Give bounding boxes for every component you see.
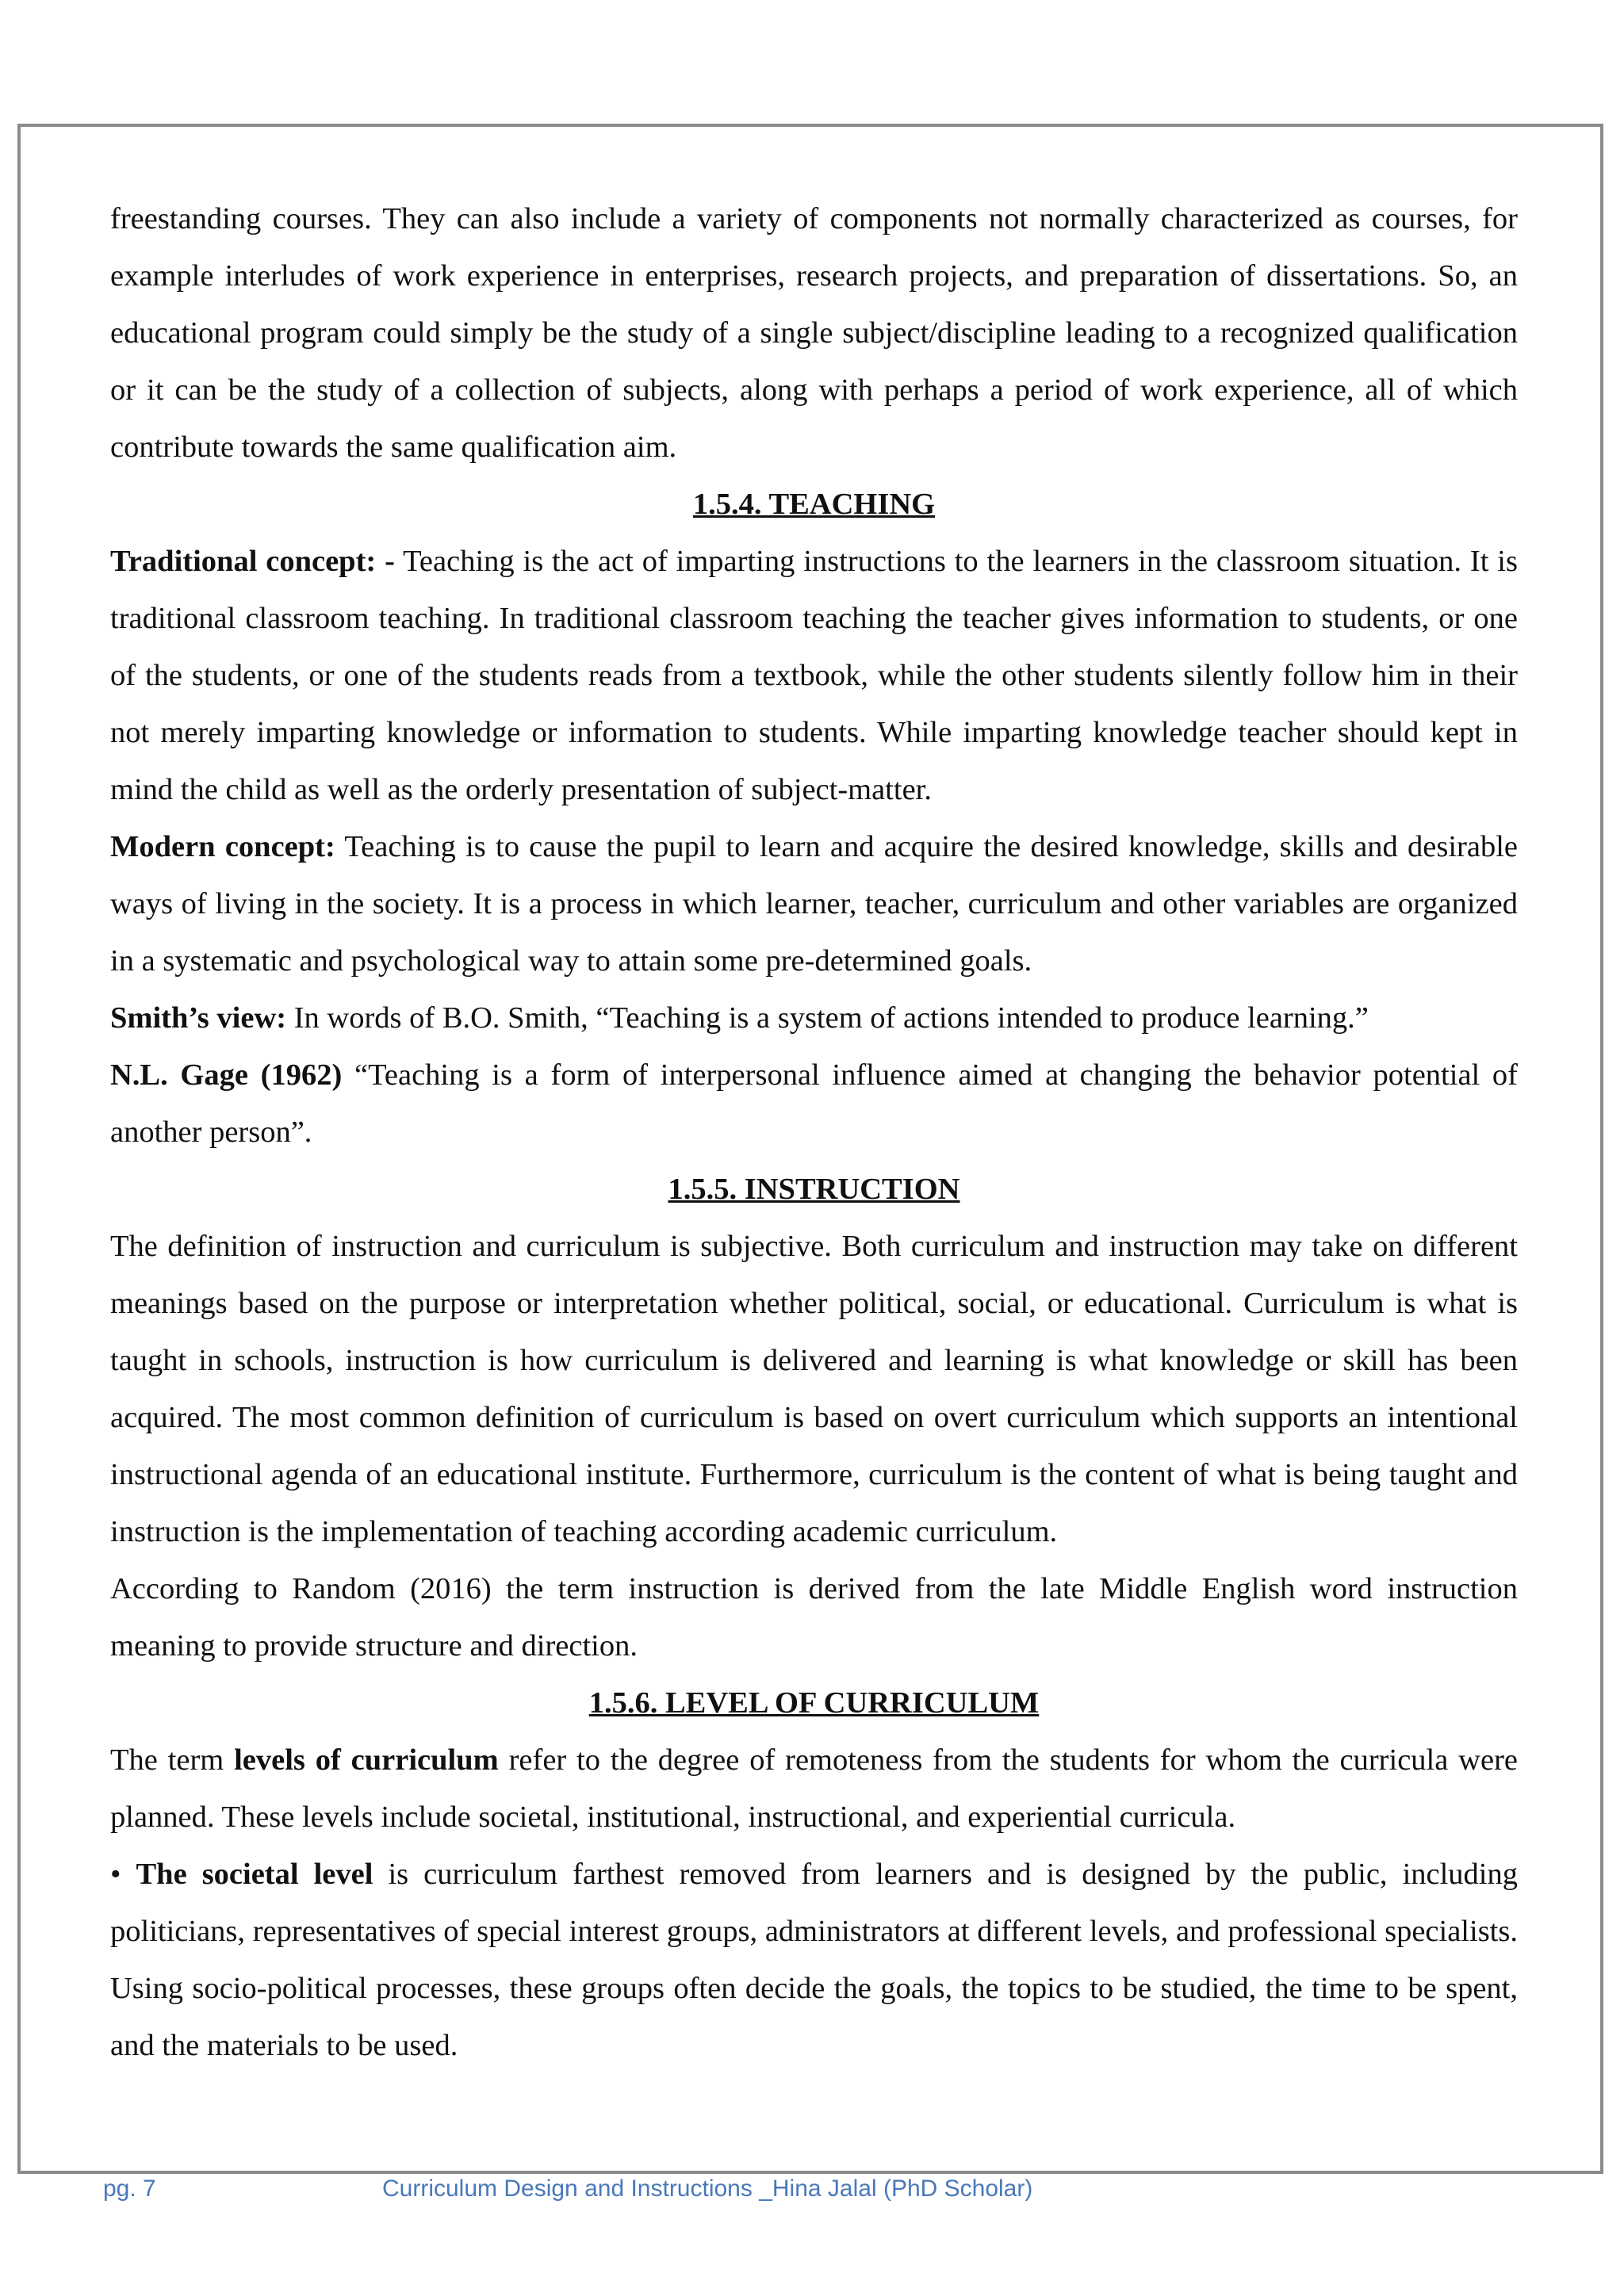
document-body [110, 190, 1518, 2074]
instruction-paragraph-1: The definition of instruction and curriculum is subjective. Both curriculum and instruction may take on different meanings based on the purpose or interpretation whether political, social, or educational. Curriculum is what is taught in schools, instruction is how curriculum is delivered and learning is what knowledge or skill has been acquired. The most common definition of curriculum is based on overt curriculum which supports an intentional instructional agenda of an educational institute. Furthermore, curriculum is the content of what is being taught and instruction is the implementation of teaching according academic curriculum. [110, 1230, 1518, 1548]
smith-view-text: In words of B.O. Smith, “Teaching is a system of actions intended to produce learning.” [286, 1001, 1369, 1035]
levels-intro-before: The term [110, 1743, 235, 1777]
gage-text: “Teaching is a form of interpersonal influence aimed at changing the behavior potential of another person”. [110, 1058, 1518, 1149]
societal-level-label: The societal level [136, 1858, 373, 1891]
intro-paragraph: freestanding courses. They can also include a variety of components not normally characterized as courses, for example interludes of work experience in enterprises, research projects, and preparation of dissertations. So, an educational program could simply be the study of a single subject/discipline leading to a recognized qualification or it can be the study of a collection of subjects, along with perhaps a period of work experience, all of which contribute towards the same qualification aim. [110, 202, 1518, 464]
societal-level-text: is curriculum farthest removed from learners and is designed by the public, including politicians, representatives of special interest groups, administrators at different levels, and professional specialists. Using socio-political processes, these groups often decide the goals, the topics to be studied, the time to be spent, and the materials to be used. [110, 1858, 1519, 2062]
bullet-glyph: • [110, 1858, 136, 1891]
societal-level-paragraph [110, 1846, 1518, 2074]
teaching-heading: 1.5.4. TEACHING [692, 488, 936, 521]
levels-heading: 1.5.6. LEVEL OF CURRICULUM [588, 1686, 1040, 1720]
traditional-concept-text: Teaching is the act of imparting instructions to the learners in the classroom situation. It is traditional classroom teaching. In traditional classroom teaching the teacher gives information to students, or one of the students, or one of the students reads from a textbook, while the other students silently follow him in their not merely imparting knowledge or information to students. While imparting knowledge teacher should kept in mind the child as well as the orderly presentation of subject-matter. [110, 545, 1518, 806]
modern-concept-label: Modern concept: [110, 830, 335, 863]
smith-view-paragraph [110, 989, 1518, 1047]
traditional-concept-label: Traditional concept: - [110, 545, 395, 578]
footer-title: Curriculum Design and Instructions _Hina Jalal (PhD Scholar) [382, 2175, 1033, 2202]
instruction-paragraph-2: According to Random (2016) the term instruction is derived from the late Middle English word instruction meaning to provide structure and direction. [110, 1572, 1518, 1663]
modern-concept-text: Teaching is to cause the pupil to learn and acquire the desired knowledge, skills and desirable ways of living in the society. It is a process in which learner, teacher, curriculum and other variables are organized in a systematic and psychological way to attain some pre-determined goals. [110, 830, 1518, 978]
modern-concept-paragraph [110, 818, 1518, 989]
levels-intro-paragraph [110, 1732, 1518, 1846]
levels-intro-after: refer to the degree of remoteness from the students for whom the curricula were planned. These levels include societal, institutional, instructional, and experiential curricula. [110, 1743, 1518, 1834]
gage-label: N.L. Gage (1962) [110, 1058, 343, 1092]
levels-intro-bold: levels of curriculum [234, 1743, 499, 1777]
gage-paragraph [110, 1047, 1518, 1161]
page-footer [0, 2175, 1624, 2207]
page-number: pg. 7 [103, 2175, 156, 2202]
instruction-heading: 1.5.5. INSTRUCTION [668, 1173, 960, 1206]
traditional-concept-paragraph [110, 533, 1518, 818]
smith-view-label: Smith’s view: [110, 1001, 287, 1035]
